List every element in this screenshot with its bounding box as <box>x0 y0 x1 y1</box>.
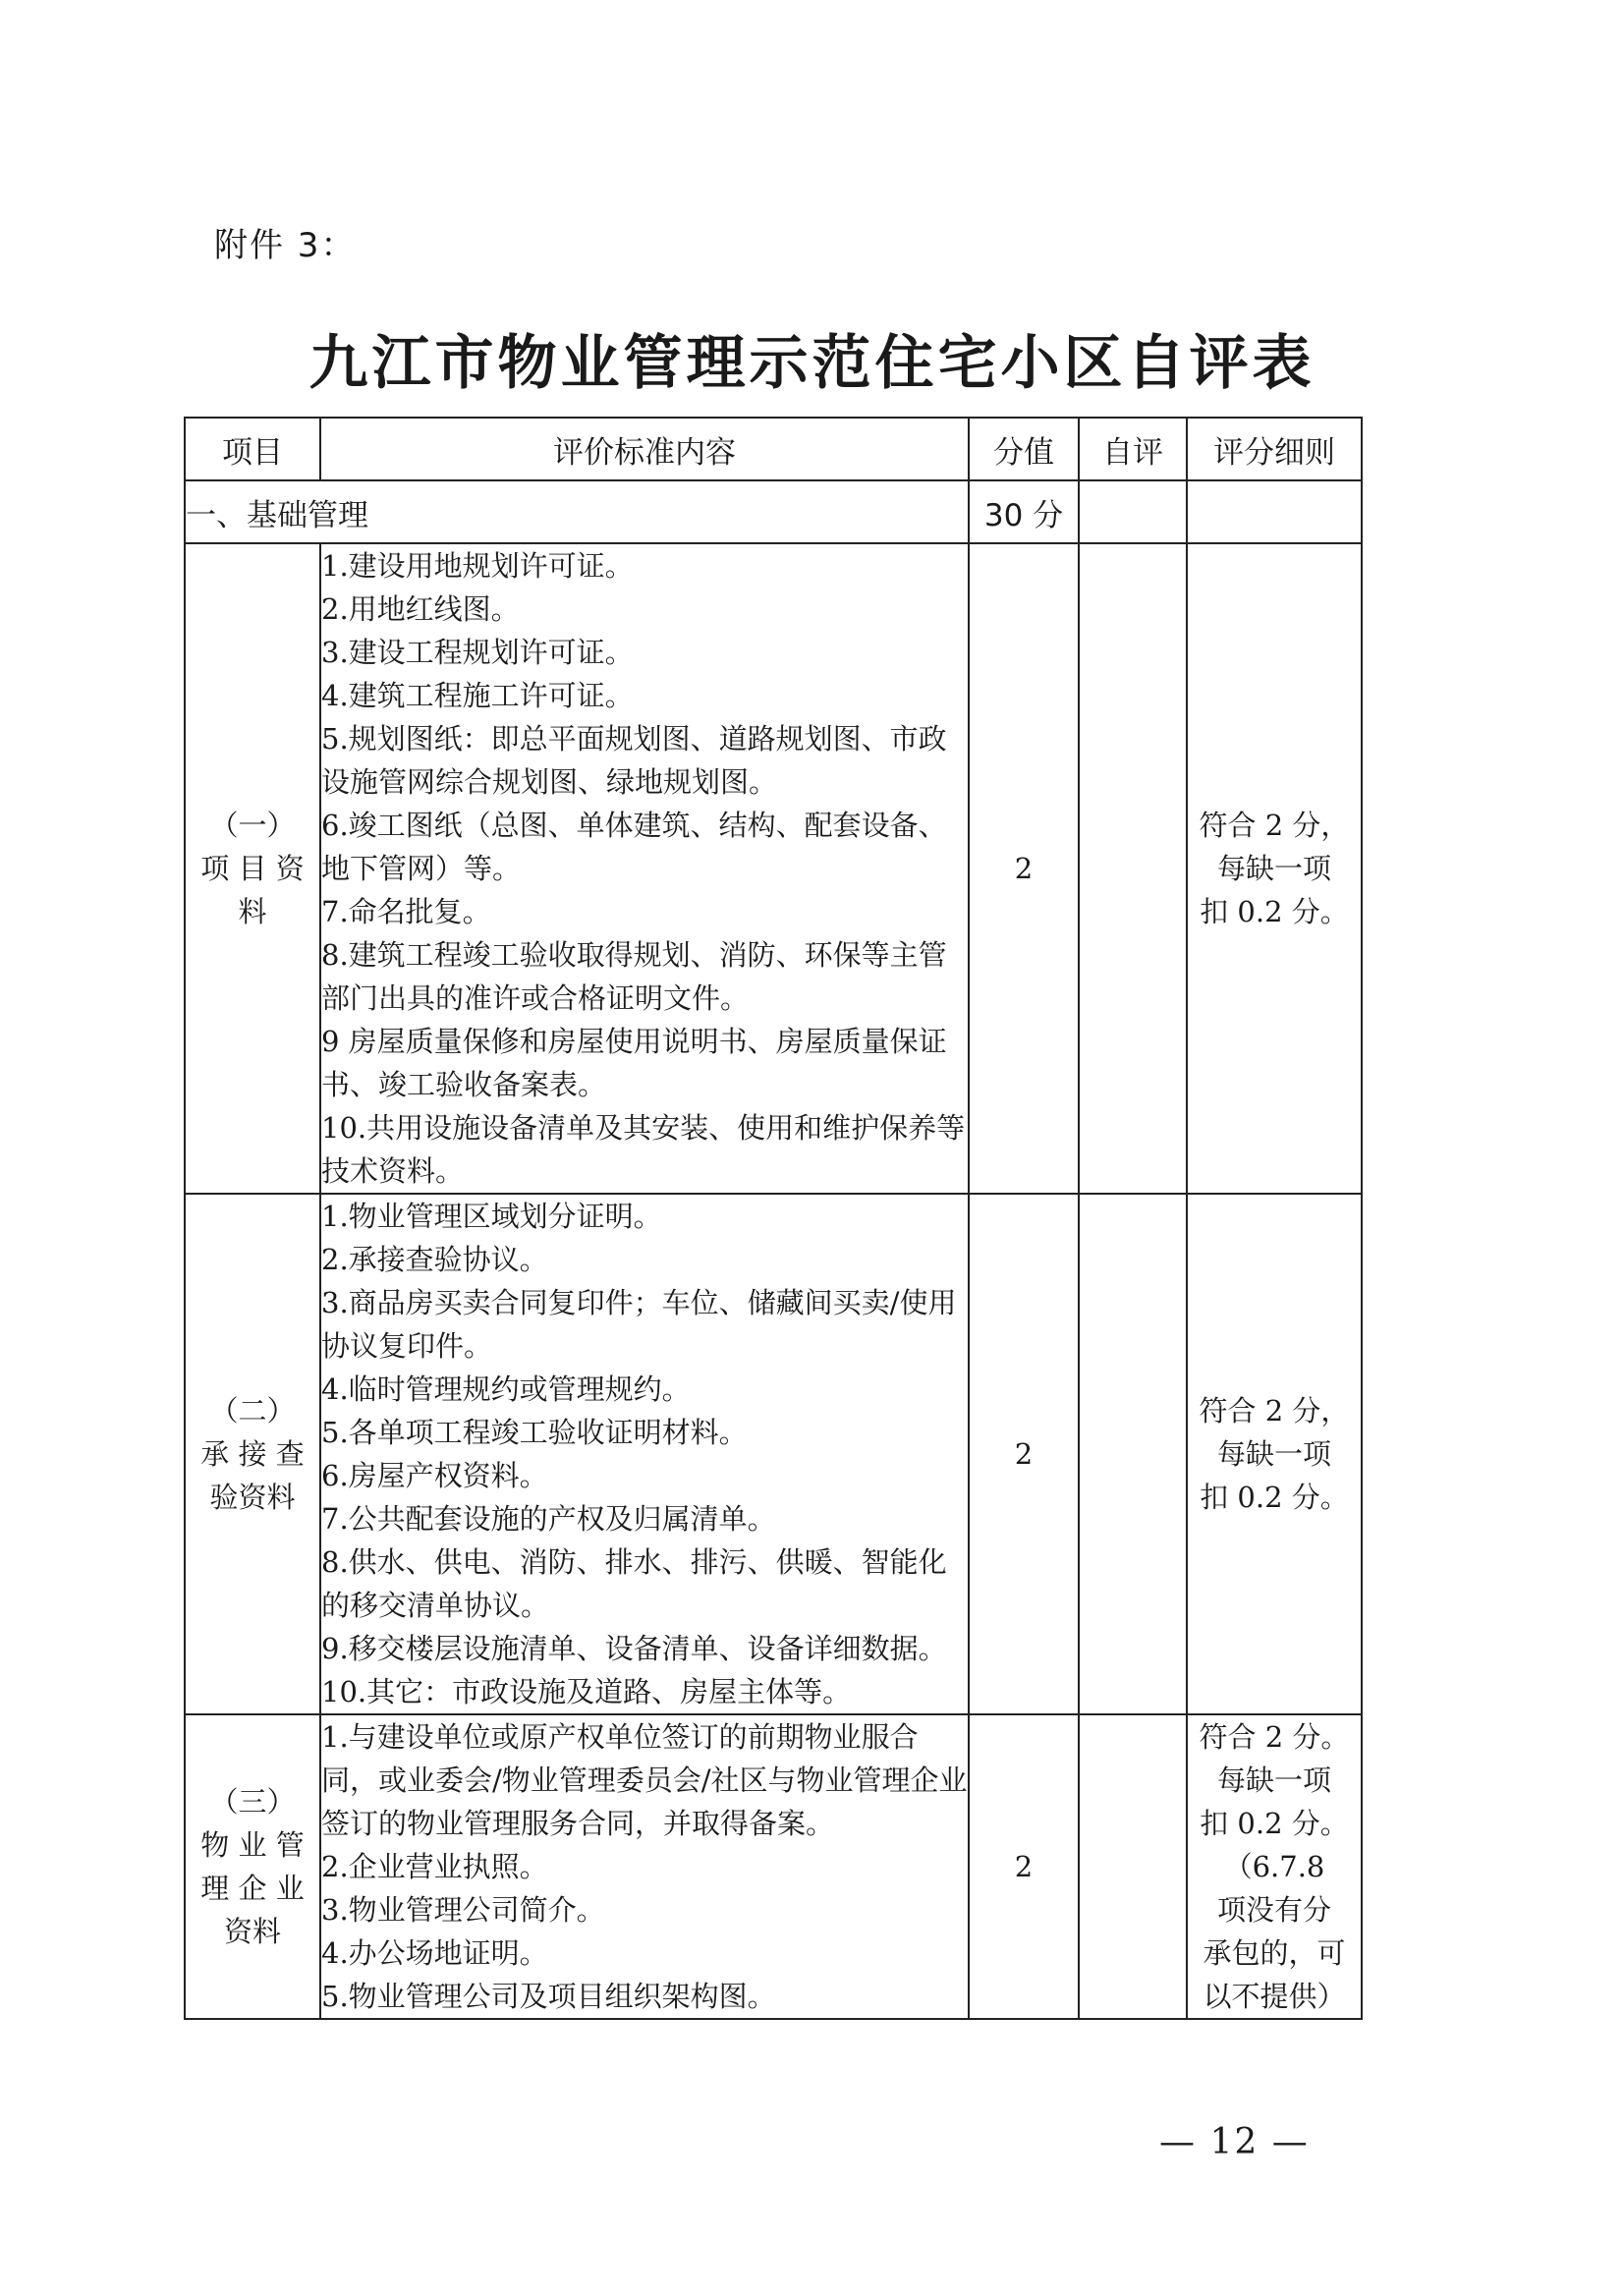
rule-line: 每缺一项 <box>1216 1763 1331 1797</box>
rule-line: 项没有分 <box>1216 1893 1331 1927</box>
header-content: 评价标准内容 <box>320 418 969 480</box>
criteria-item: 2.用地红线图。 <box>321 592 520 626</box>
criteria-item: 6.竣工图纸（总图、单体建筑、结构、配套设备、地下管网）等。 <box>321 809 947 885</box>
category-line: 理 企 业 <box>200 1872 305 1905</box>
section-score: 30 分 <box>969 480 1079 543</box>
section-rules-cell <box>1187 480 1362 543</box>
rule-line: （6.7.8 <box>1223 1850 1325 1883</box>
self-eval-cell[interactable] <box>1079 543 1187 1194</box>
criteria-item: 9 房屋质量保修和房屋使用说明书、房屋质量保证书、竣工验收备案表。 <box>321 1025 947 1101</box>
header-rules: 评分细则 <box>1187 418 1362 480</box>
header-self-eval: 自评 <box>1079 418 1187 480</box>
rule-line: 扣 0.2 分。 <box>1200 895 1349 928</box>
criteria-item: 4.办公场地证明。 <box>321 1936 548 1970</box>
rule-line: 扣 0.2 分。 <box>1200 1481 1349 1514</box>
criteria-item: 2.企业营业执照。 <box>321 1850 548 1883</box>
category-cell <box>185 543 320 1194</box>
category-line: 项 目 资 <box>200 852 305 885</box>
criteria-item: 7.命名批复。 <box>321 895 491 928</box>
rules-cell <box>1187 1194 1362 1714</box>
category-line: 验资料 <box>209 1481 296 1514</box>
rules-cell <box>1187 543 1362 1194</box>
table-row <box>185 543 1362 1194</box>
criteria-item: 4.临时管理规约或管理规约。 <box>321 1372 691 1406</box>
header-score: 分值 <box>969 418 1079 480</box>
criteria-item: 6.房屋产权资料。 <box>321 1459 548 1492</box>
category-line: 资料 <box>223 1915 281 1948</box>
criteria-cell <box>320 1714 969 2019</box>
criteria-item: 8.建筑工程竣工验收取得规划、消防、环保等主管部门出具的准许或合格证明文件。 <box>321 938 947 1015</box>
category-line: （一） <box>209 809 296 842</box>
criteria-item: 7.公共配套设施的产权及归属清单。 <box>321 1502 776 1536</box>
table-row <box>185 1714 1362 2019</box>
score-cell: 2 <box>969 1714 1079 2019</box>
criteria-item: 3.物业管理公司简介。 <box>321 1893 605 1927</box>
self-eval-cell[interactable] <box>1079 1194 1187 1714</box>
rule-line: 符合 2 分， <box>1199 809 1350 842</box>
criteria-item: 3.商品房买卖合同复印件；车位、储藏间买卖/使用协议复印件。 <box>321 1286 957 1363</box>
section-row <box>185 480 1362 543</box>
rule-line: 每缺一项 <box>1216 1437 1331 1471</box>
criteria-item: 8.供水、供电、消防、排水、排污、供暖、智能化的移交清单协议。 <box>321 1545 947 1622</box>
score-cell: 2 <box>969 1194 1079 1714</box>
criteria-item: 10.其它：市政设施及道路、房屋主体等。 <box>321 1675 852 1708</box>
page-number: — 12 — <box>1159 2122 1310 2162</box>
attachment-label: 附件 3： <box>214 226 357 265</box>
page-title: 九江市物业管理示范住宅小区自评表 <box>308 329 1316 398</box>
criteria-item: 2.承接查验协议。 <box>321 1243 548 1276</box>
criteria-item: 3.建设工程规划许可证。 <box>321 636 634 669</box>
criteria-item: 5.物业管理公司及项目组织架构图。 <box>321 1980 776 2013</box>
rule-line: 每缺一项 <box>1216 852 1331 885</box>
criteria-item: 5.各单项工程竣工验收证明材料。 <box>321 1416 748 1449</box>
category-line: （二） <box>209 1394 296 1427</box>
criteria-cell <box>320 1194 969 1714</box>
criteria-item: 1.与建设单位或原产权单位签订的前期物业服合同，或业委会/物业管理委员会/社区与物业管理企业签订的物业管理服务合同，并取得备案。 <box>321 1720 968 1840</box>
category-line: （三） <box>209 1785 296 1819</box>
category-line: 物 业 管 <box>200 1828 305 1862</box>
self-eval-cell[interactable] <box>1079 1714 1187 2019</box>
rule-line: 承包的，可 <box>1203 1936 1346 1970</box>
category-cell <box>185 1714 320 2019</box>
criteria-cell <box>320 543 969 1194</box>
criteria-item: 9.移交楼层设施清单、设备清单、设备详细数据。 <box>321 1632 947 1665</box>
table-row <box>185 1194 1362 1714</box>
header-item: 项目 <box>185 418 320 480</box>
criteria-item: 4.建筑工程施工许可证。 <box>321 679 634 712</box>
criteria-item: 1.物业管理区域划分证明。 <box>321 1200 662 1233</box>
score-cell: 2 <box>969 543 1079 1194</box>
self-evaluation-table <box>184 417 1363 2020</box>
rule-line: 符合 2 分， <box>1199 1394 1350 1427</box>
rules-cell <box>1187 1714 1362 2019</box>
rule-line: 以不提供） <box>1203 1980 1346 2013</box>
table-header-row <box>185 418 1362 480</box>
category-cell <box>185 1194 320 1714</box>
criteria-item: 10.共用设施设备清单及其安装、使用和维护保养等技术资料。 <box>321 1111 966 1188</box>
section-title: 一、基础管理 <box>185 480 969 543</box>
category-line: 承 接 查 <box>200 1437 305 1471</box>
rule-line: 扣 0.2 分。 <box>1200 1807 1349 1840</box>
section-self-eval-cell[interactable] <box>1079 480 1187 543</box>
criteria-item: 5.规划图纸：即总平面规划图、道路规划图、市政设施管网综合规划图、绿地规划图。 <box>321 722 947 799</box>
rule-line: 符合 2 分。 <box>1199 1720 1350 1754</box>
criteria-item: 1.建设用地规划许可证。 <box>321 549 634 583</box>
category-line: 料 <box>238 895 267 928</box>
